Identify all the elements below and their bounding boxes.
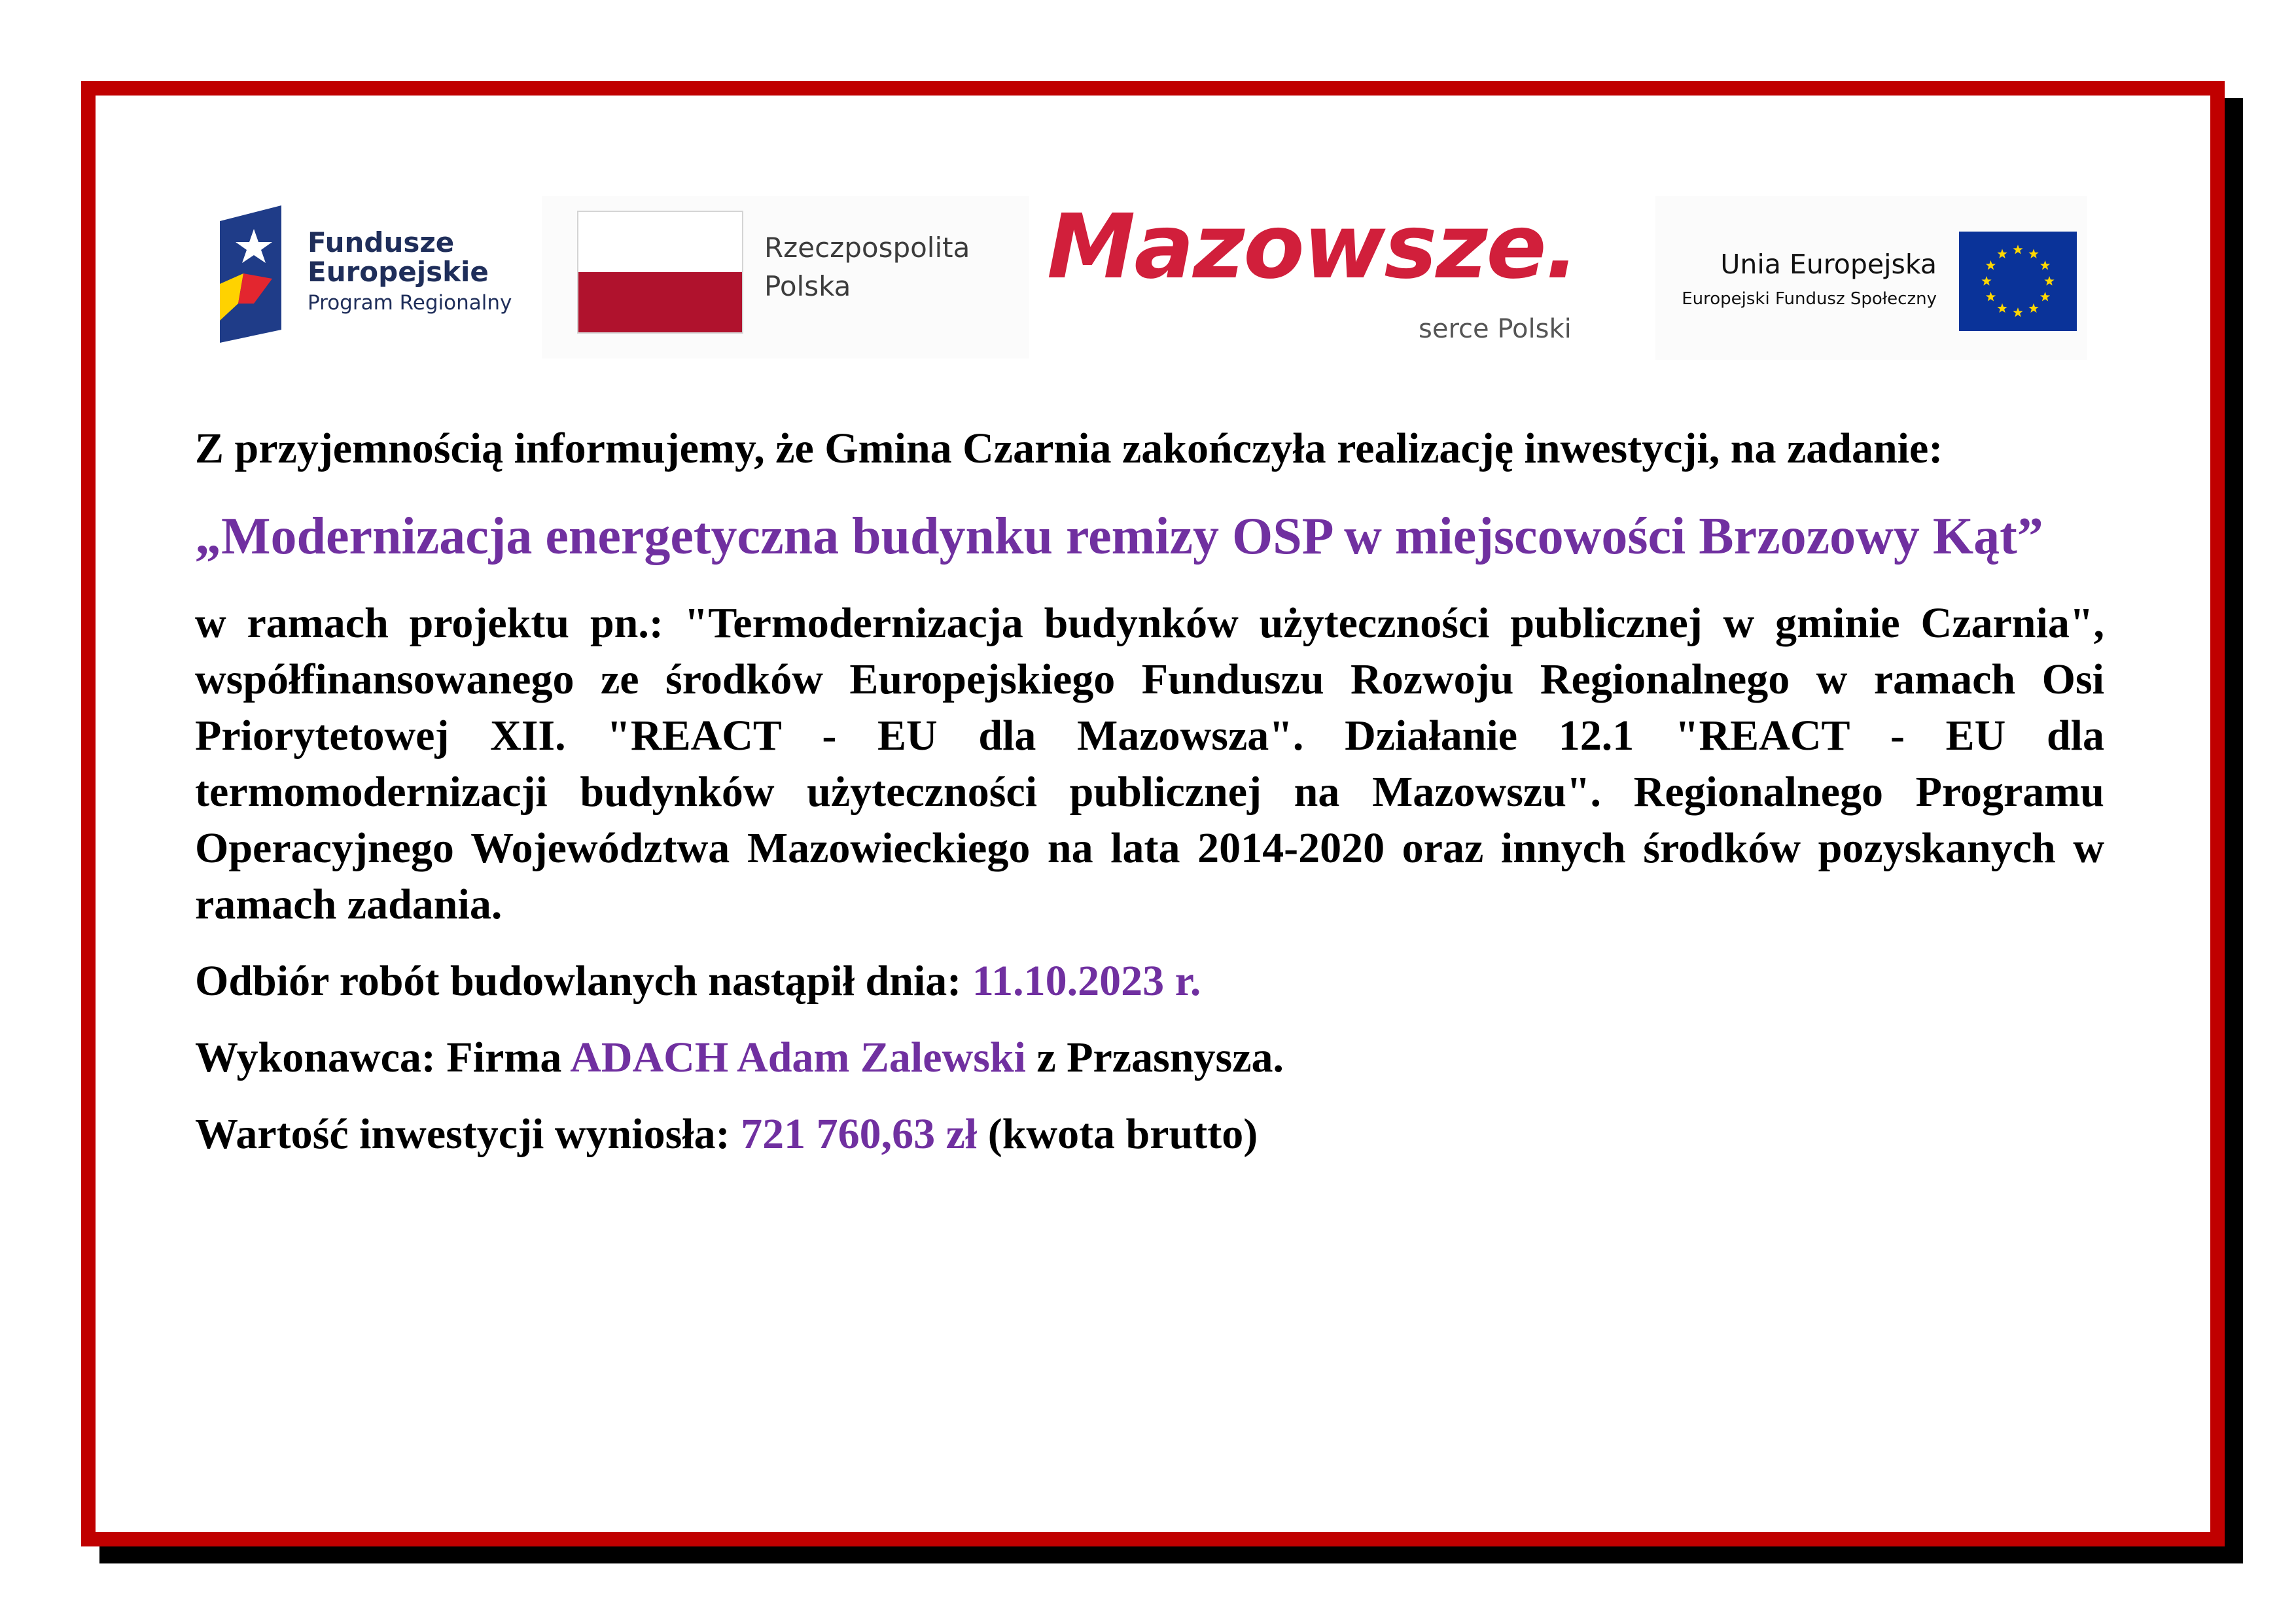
rzeczpospolita-polska-logo (542, 196, 1029, 358)
unia-europejska-logo (1655, 196, 2087, 360)
fundusze-europejskie-logo (216, 196, 543, 347)
investment-value-suffix: (kwota brutto) (987, 1110, 1258, 1158)
polish-flag-icon (577, 211, 743, 334)
mazowsze-logo (1047, 196, 1623, 360)
fundusze-label: Fundusze (308, 226, 455, 258)
polska-label: Polska (764, 270, 851, 302)
serce-polski-tagline: serce Polski (1419, 314, 1572, 344)
acceptance-date-line (195, 953, 2104, 1009)
contractor-label: Wykonawca: Firma (195, 1034, 562, 1081)
contractor-name: ADACH Adam Zalewski (570, 1034, 1026, 1081)
program-regionalny-label: Program Regionalny (308, 290, 512, 315)
investment-value-amount: 721 760,63 zł (741, 1110, 978, 1158)
investment-title: „Modernizacja energetyczna budynku remizy OSP w miejscowości Brzozowy Kąt” (195, 508, 2043, 565)
rzeczpospolita-label: Rzeczpospolita (764, 232, 970, 264)
investment-value-line (195, 1106, 2104, 1162)
eu-flag-icon (1959, 232, 2077, 331)
europejskie-label: Europejskie (308, 256, 489, 288)
contractor-suffix: z Przasnysza. (1036, 1034, 1284, 1081)
announcement-content (195, 419, 2104, 1162)
efs-label: Europejski Fundusz Społeczny (1682, 289, 1937, 309)
contractor-line (195, 1030, 2104, 1086)
acceptance-date-label: Odbiór robót budowlanych nastąpił dnia: (195, 957, 962, 1005)
project-description: w ramach projektu pn.: "Termodernizacja budynków użyteczności publicznej w gminie Czarnia", współfinansowanego ze środków Europejskiego Funduszu Rozwoju Regionalnego w ramach Osi Priorytetowej XII. "REACT - EU dla Mazowsza". Działanie 12.1 "REACT - EU dla termomodernizacji budynków użyteczności publicznej na Mazowszu". Regionalnego Programu Operacyjnego Województwa Mazowieckiego na lata 2014-2020 oraz innych środków pozyskanych w ramach zadania. (195, 599, 2104, 928)
acceptance-date-value: 11.10.2023 r. (972, 957, 1201, 1005)
mazowsze-wordmark: Mazowsze. (1047, 196, 1578, 299)
unia-europejska-label: Unia Europejska (1720, 249, 1937, 280)
investment-value-label: Wartość inwestycji wyniosła: (195, 1110, 730, 1158)
fundusze-europejskie-emblem-icon (216, 205, 288, 343)
intro-text: Z przyjemnością informujemy, że Gmina Czarnia zakończyła realizację inwestycji, na zadanie: (195, 425, 1943, 472)
